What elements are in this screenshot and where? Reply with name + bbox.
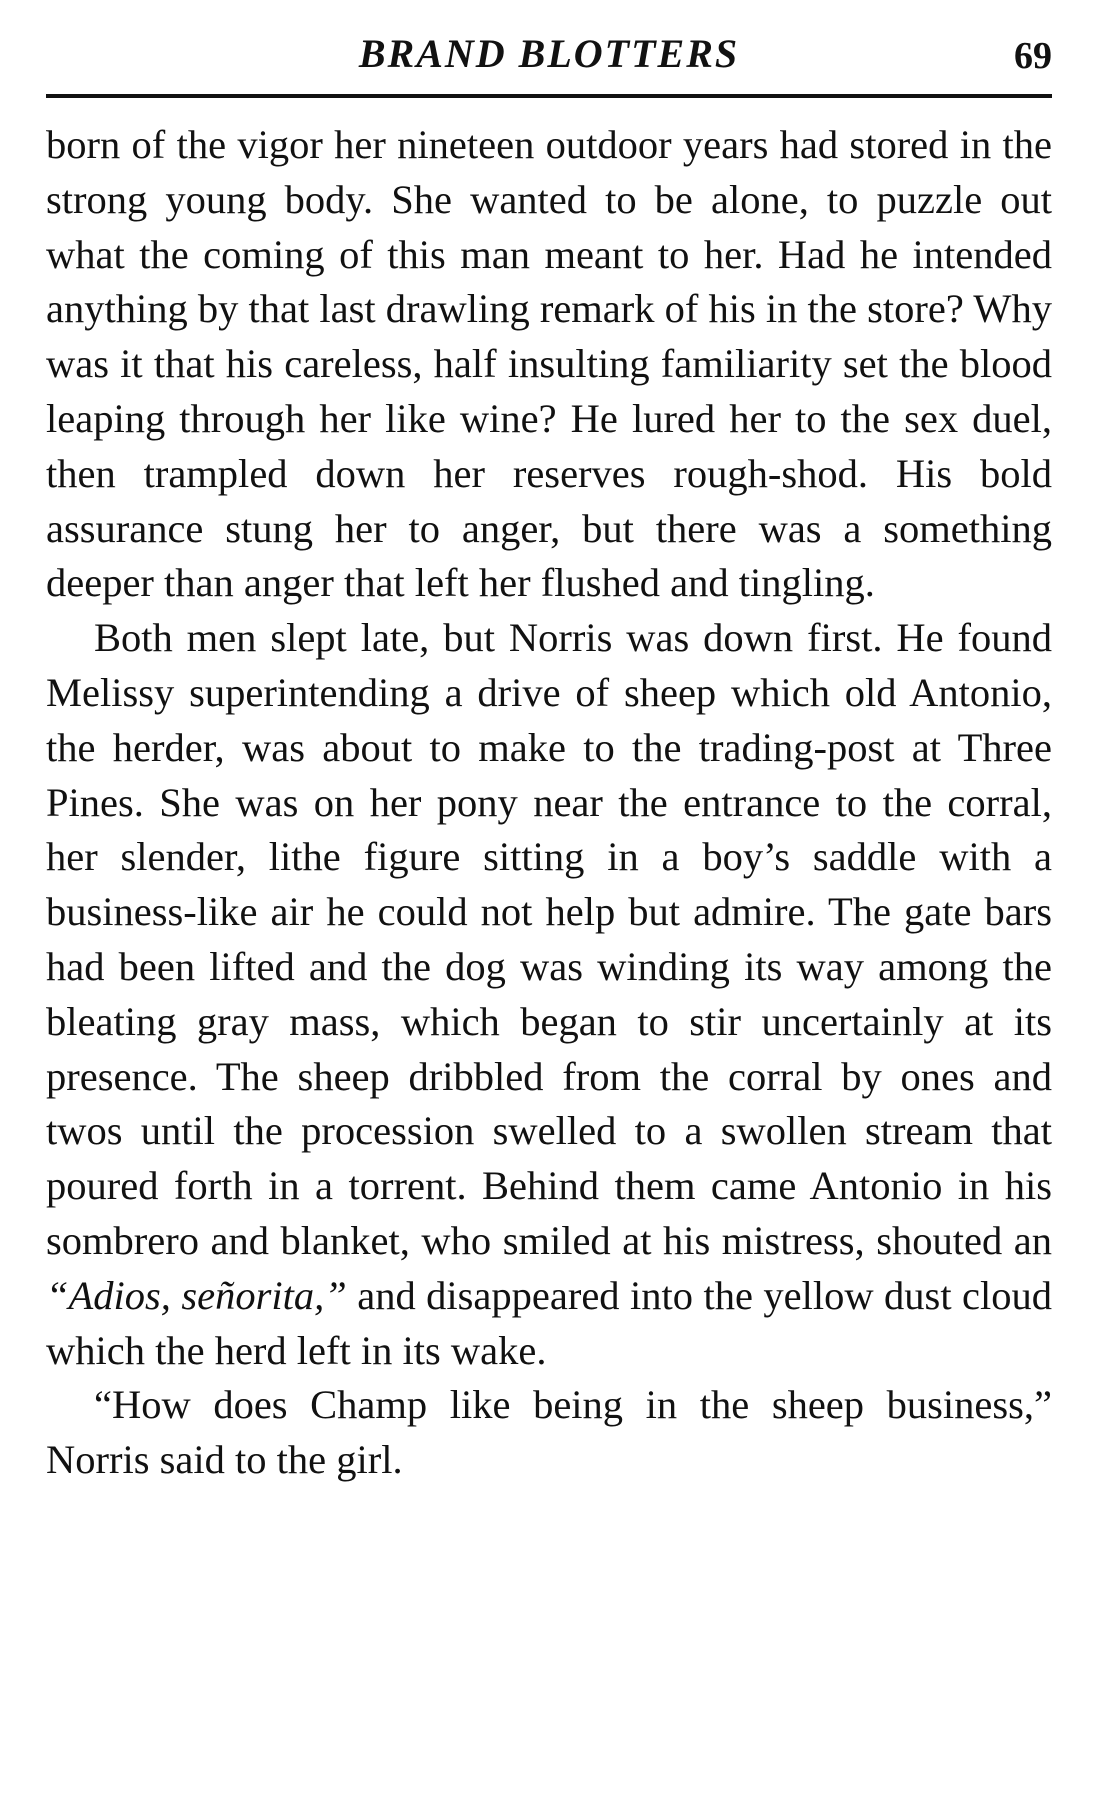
paragraph-2 <box>46 611 1052 1378</box>
page-number: 69 <box>1014 35 1052 77</box>
paragraph-1: born of the vigor her nineteen outdoor years had stored in the strong young body. She wanted to be alone, to puzzle out what the coming of this man meant to her. Had he intended anything by that last drawling remark of his in the store? Why was it that his careless, half insulting familiarity set the blood leaping through her like wine? He lured her to the sex duel, then trampled down her reserves rough-shod. His bold assurance stung her to anger, but there was a something deeper than anger that left her flushed and tingling. <box>46 122 1052 606</box>
paragraph-2-text: Both men slept late, but Norris was down first. He found Melissy superintending a drive of sheep which old Antonio, the herder, was about to make to the trading-post at Three Pines. She was on her pony near the entrance to the corral, her slender, lithe figure sitting in a boy’s saddle with a business-like air he could not help but admire. The gate bars had been lifted and the dog was winding its way among the bleating gray mass, which began to stir uncertainly at its presence. The sheep dribbled from the corral by ones and twos until the procession swelled to a swollen stream that poured forth in a torrent. Behind them came Antonio in his sombrero and blanket, who smiled at his mistress, shouted an <box>46 615 1052 1263</box>
header-rule <box>46 94 1052 98</box>
paragraph-3: “How does Champ like being in the sheep business,” Norris said to the girl. <box>46 1382 1052 1483</box>
page-header <box>46 30 1052 94</box>
body-text <box>46 118 1052 1488</box>
italic-quote: “Adios, señorita,” <box>46 1272 347 1318</box>
running-head: BRAND BLOTTERS <box>358 31 740 76</box>
paragraph-2-ending: and disappeared into the yellow dust cloud which the herd left in its wake. <box>46 1272 1052 1373</box>
